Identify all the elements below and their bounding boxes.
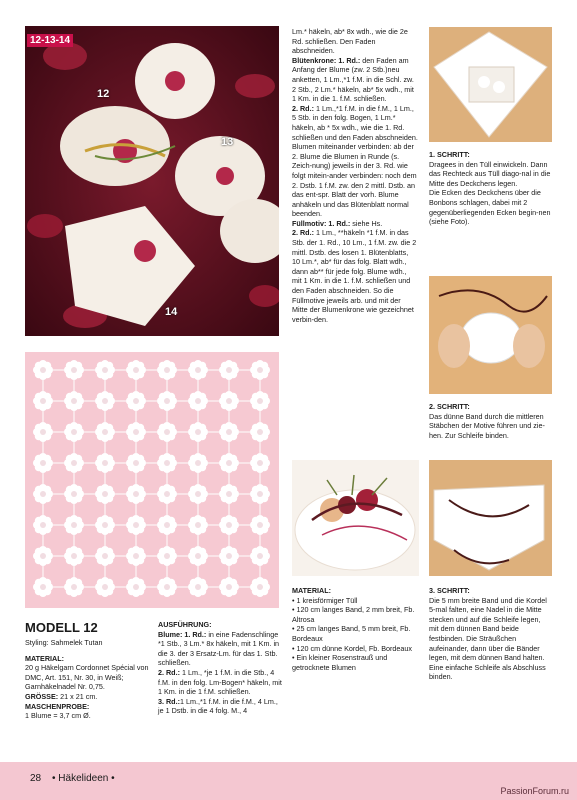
instr-rd3-text: 1 Lm.,*1 f.M. in die f.M., 4 Lm., je 1 Dstb. in die 4 folg. M., 4 (158, 696, 278, 716)
step2-image (429, 276, 552, 394)
material-item: • 120 cm dünne Kordel, Fb. Bordeaux (292, 643, 412, 653)
material-list (292, 596, 420, 673)
instr-fuell-rd2-text: 1 Lm., **häkeln *1 f.M. in das Stb. der 1. Rd., 10 Lm., 1 f.M. zw. die 2 mittl. Dstb. des losen 1. Blütenblatts, 10 Lm.*, ab* für das folg. Blatt wdh., dann ab** für jede folg. Blume wdh., mit 1 Km. in die 1. f.M. schließen und den Faden abschneiden. So die Füllmotive jeweils arb. und mit der Mitte der Blumenkrone wie gezeichnet verbin-den. (292, 228, 417, 324)
instructions-heading: AUSFÜHRUNG: (158, 620, 212, 629)
step2-text: Das dünne Band durch die mittleren Stäbchen der Motive führen und zie-hen. Zur Schleife binden. (429, 411, 545, 440)
doily-image (25, 352, 279, 608)
step1-text: Dragees in den Tüll einwickeln. Dann das Rechteck aus Tüll diago-nal in die Mitte des Deckchens legen. (429, 159, 551, 188)
doily-photo (25, 352, 279, 608)
step1-photo (429, 27, 552, 142)
bouquet-image (292, 460, 419, 576)
step3-title: 3. SCHRITT: (429, 586, 470, 595)
instr-fuell-rd2-label: 2. Rd.: (292, 228, 314, 238)
material-text: 20 g Häkelgarn Cordonnet Spécial von DMC, Art. 151, Nr. 30, in Weiß; Garnhäkelnadel Nr. 0,75. (25, 663, 149, 692)
step1-text2: Die Ecken des Deckchens über die Bonbons schlagen, dabei mit 2 gegenüberliegenden Ecken begin-nen (siehe Foto). (429, 188, 551, 227)
instr-blume-label: Blume: 1. Rd.: (158, 629, 207, 639)
step2-photo (429, 276, 552, 394)
material-item: • 1 kreisförmiger Tüll (292, 595, 358, 605)
instr-rd2-label: 2. Rd.: (158, 667, 180, 677)
material-right-heading: MATERIAL: (292, 586, 331, 595)
material-item: • 25 cm langes Band, 5 mm breit, Fb. Bordeaux (292, 624, 411, 643)
step1-image (429, 27, 552, 142)
step1-title: 1. SCHRITT: (429, 150, 470, 159)
size-label: GRÖSSE: (25, 691, 59, 701)
model-title: MODELL 12 (25, 620, 98, 635)
label-12: 12 (97, 88, 110, 100)
step3-image (429, 460, 552, 576)
gauge-value: 1 Blume = 3,7 cm Ø. (25, 711, 91, 721)
step2-title: 2. SCHRITT: (429, 402, 470, 411)
instr-fuell-label: Füllmotiv: 1. Rd.: (292, 218, 351, 228)
page-number: 28 (30, 773, 42, 784)
watermark: PassionForum.ru (500, 786, 569, 796)
instr-krone-rd2-text: 1 Lm.,*1 f.M. in die f.M., 1 Lm., 5 Stb. in den folg. Bogen, 1 Lm.* häkeln, ab * 5x wdh., wie die 1. Rd. schließen und den Faden abschneiden. Blumen miteinander verbinden: ab der 2. Blume die Blumen in Runde (s. Zeich-nung) jeweils in der 3. Rd. wie folgt mitein-ander verbinden: noch dem 2. Dstb. 1 f.M. zw. den 2 mittl. Dstb. an das ent-spr. Blatt der vorh. Blume anhäkeln und das Blütenblatt normal beenden. (292, 103, 418, 219)
instr-krone-text: den Faden am Anfang der Blume (zw. 2 Stb.)neu anketten, 1 Lm.,*1 f.M. in die Schl. zw. 2 Stb., 2 Lm.* häkeln, ab* 5x wdh., mit 1 Km. in die 1. f.M. schließen. (292, 55, 414, 104)
material-item: • Ein kleiner Rosenstrauß und getrocknete Blumen (292, 653, 388, 672)
step3-text: Die 5 mm breite Band und die Kordel 5-mal falten, eine Nadel in die Mitte stecken und auf die Schleife legen, mit dem dünnen Band beide festbinden. Die Sträußchen aufeinander, dann über die Bänder legen, mit dem dünnen Band halten. Eine einfache Schleife als Abschluss binden. (429, 595, 547, 682)
label-14: 14 (165, 306, 178, 318)
instr-rd2-text: 1 Lm., *je 1 f.M. in die Stb., 4 f.M. in den folg. Lm-Bogen* häkeln, mit 1 Km. in die 1 f.M. schließen. (158, 667, 282, 697)
label-13: 13 (221, 136, 234, 148)
instr-blume-text: in eine Fadenschlinge *1 Stb., 3 Lm.* 8x häkeln, mit 1 Km. in die 3. der 3 Ersatz-Lm. für das 1. Stb. schließen. (158, 629, 280, 668)
instr-krone-rd2-label: 2. Rd.: (292, 103, 314, 113)
lace-favours-image (25, 26, 279, 336)
instr-krone-label: Blütenkrone: 1. Rd.: (292, 55, 361, 65)
instr-continued: Lm.* häkeln, ab* 8x wdh., wie die 2e Rd. schließen. Den Faden abschneiden. (292, 27, 408, 56)
bouquet-photo (292, 460, 419, 576)
publication-name: • Häkelideen • (52, 773, 115, 784)
material-heading: MATERIAL: (25, 653, 64, 663)
model-number-badge: 12-13-14 (27, 34, 73, 47)
material-item: • 120 cm langes Band, 2 mm breit, Fb. Altrosa (292, 605, 415, 624)
size-value: 21 x 21 cm. (60, 691, 98, 701)
instr-rd3-label: 3. Rd.: (158, 696, 180, 706)
lace-favours-photo (25, 26, 279, 336)
gauge-label: MASCHENPROBE: (25, 701, 90, 711)
step3-photo (429, 460, 552, 576)
styling-credit: Styling: Sahmelek Tutan (25, 638, 103, 647)
instr-fuell-text: siehe Hs. (350, 218, 383, 228)
